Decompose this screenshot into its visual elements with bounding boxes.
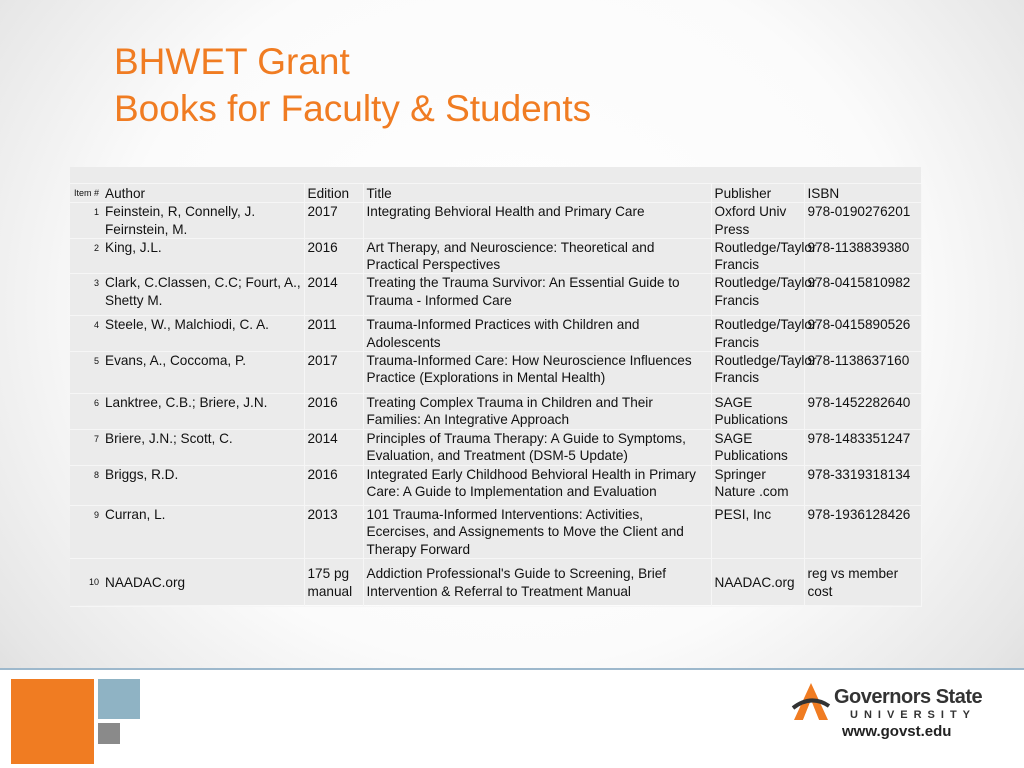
row-author: King, J.L.	[102, 238, 304, 274]
row-item: 2	[70, 238, 102, 274]
row-title: Addiction Professional's Guide to Screening, Brief Intervention & Referral to Treatment Manual	[363, 559, 711, 607]
table-row	[70, 203, 921, 239]
row-item: 5	[70, 352, 102, 394]
header-edition: Edition	[304, 184, 363, 203]
table-row	[70, 559, 921, 607]
university-logo[interactable]	[790, 680, 990, 750]
logo-name: Governors State	[834, 686, 983, 708]
row-edition: 2014	[304, 430, 363, 466]
row-title: 101 Trauma-Informed Interventions: Activities, Ecercises, and Assignements to Move the Client and Therapy Forward	[363, 506, 711, 559]
row-isbn: 978-1138637160	[804, 352, 921, 394]
row-author: Evans, A., Coccoma, P.	[102, 352, 304, 394]
row-publisher: Routledge/Taylor Francis	[711, 274, 804, 316]
row-edition: 2016	[304, 466, 363, 506]
row-title: Principles of Trauma Therapy: A Guide to Symptoms, Evaluation, and Treatment (DSM-5 Update)	[363, 430, 711, 466]
row-publisher: NAADAC.org	[711, 559, 804, 607]
row-isbn: 978-1936128426	[804, 506, 921, 559]
books-table-container	[70, 167, 921, 605]
table-row	[70, 238, 921, 274]
row-isbn: 978-0415890526	[804, 316, 921, 352]
title-line-2: Books for Faculty & Students	[114, 88, 592, 129]
website-url[interactable]: www.govst.edu	[842, 723, 952, 740]
row-publisher: PESI, Inc	[711, 506, 804, 559]
row-edition: 2016	[304, 238, 363, 274]
row-publisher: Springer Nature .com	[711, 466, 804, 506]
header-publisher: Publisher	[711, 184, 804, 203]
row-author: Briere, J.N.; Scott, C.	[102, 430, 304, 466]
row-author: Briggs, R.D.	[102, 466, 304, 506]
row-title: Integrating Behvioral Health and Primary Care	[363, 203, 711, 239]
logo-university: UNIVERSITY	[850, 709, 977, 721]
row-item: 3	[70, 274, 102, 316]
row-item: 6	[70, 394, 102, 430]
row-isbn: 978-1483351247	[804, 430, 921, 466]
row-author: Feinstein, R, Connelly, J. Feirnstein, M.	[102, 203, 304, 239]
row-edition: 2014	[304, 274, 363, 316]
decorative-blue-square	[98, 679, 140, 719]
row-isbn: 978-0190276201	[804, 203, 921, 239]
row-edition: 2017	[304, 203, 363, 239]
row-item: 8	[70, 466, 102, 506]
table-top-band	[70, 167, 921, 184]
row-isbn: 978-3319318134	[804, 466, 921, 506]
decorative-gray-square	[98, 723, 120, 744]
row-edition: 2016	[304, 394, 363, 430]
row-edition: 2011	[304, 316, 363, 352]
row-item: 10	[70, 559, 102, 607]
books-table	[70, 184, 922, 607]
header-author: Author	[102, 184, 304, 203]
title-line-1: BHWET Grant	[114, 41, 350, 82]
row-title: Treating Complex Trauma in Children and Their Families: An Integrative Approach	[363, 394, 711, 430]
row-publisher: SAGE Publications	[711, 394, 804, 430]
table-row	[70, 274, 921, 316]
row-title: Art Therapy, and Neuroscience: Theoretical and Practical Perspectives	[363, 238, 711, 274]
row-isbn: reg vs member cost	[804, 559, 921, 607]
decorative-orange-square	[11, 679, 94, 764]
table-row	[70, 506, 921, 559]
row-author: NAADAC.org	[102, 559, 304, 607]
row-title: Treating the Trauma Survivor: An Essential Guide to Trauma - Informed Care	[363, 274, 711, 316]
row-author: Steele, W., Malchiodi, C. A.	[102, 316, 304, 352]
header-title: Title	[363, 184, 711, 203]
row-publisher: Oxford Univ Press	[711, 203, 804, 239]
table-header-row	[70, 184, 921, 203]
table-row	[70, 316, 921, 352]
table-row	[70, 352, 921, 394]
row-edition: 2013	[304, 506, 363, 559]
table-row	[70, 394, 921, 430]
slide-title	[114, 38, 591, 132]
table-row	[70, 430, 921, 466]
row-edition: 175 pg manual	[304, 559, 363, 607]
header-isbn: ISBN	[804, 184, 921, 203]
row-isbn: 978-0415810982	[804, 274, 921, 316]
row-author: Curran, L.	[102, 506, 304, 559]
table-row	[70, 466, 921, 506]
row-edition: 2017	[304, 352, 363, 394]
row-item: 1	[70, 203, 102, 239]
row-title: Trauma-Informed Care: How Neuroscience Influences Practice (Explorations in Mental Health)	[363, 352, 711, 394]
row-isbn: 978-1452282640	[804, 394, 921, 430]
row-item: 7	[70, 430, 102, 466]
row-title: Trauma-Informed Practices with Children and Adolescents	[363, 316, 711, 352]
row-isbn: 978-1138839380	[804, 238, 921, 274]
row-publisher: Routledge/Taylor Francis	[711, 316, 804, 352]
row-item: 4	[70, 316, 102, 352]
row-publisher: Routledge/Taylor Francis	[711, 352, 804, 394]
governors-state-logo-icon	[790, 680, 832, 726]
row-publisher: Routledge/Taylor Francis	[711, 238, 804, 274]
header-item: Item #	[70, 184, 102, 203]
row-publisher: SAGE Publications	[711, 430, 804, 466]
row-item: 9	[70, 506, 102, 559]
row-author: Lanktree, C.B.; Briere, J.N.	[102, 394, 304, 430]
row-title: Integrated Early Childhood Behvioral Health in Primary Care: A Guide to Implementation and Evaluation	[363, 466, 711, 506]
row-author: Clark, C.Classen, C.C; Fourt, A., Shetty M.	[102, 274, 304, 316]
